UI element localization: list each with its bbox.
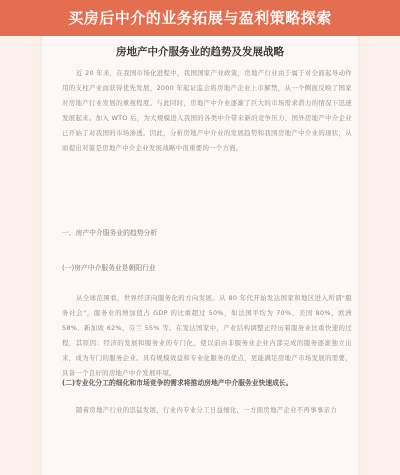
- document-page: [42, 36, 358, 475]
- subsection-heading-2: (二)专业化分工的细化和市场竞争的需求将推动房地产中介服务业快速成长。: [62, 379, 293, 387]
- page-title: 买房后中介的业务拓展与盈利策略探索: [68, 9, 332, 27]
- closing-paragraph: 随着房地产行业的迅猛发展，行业内专业分工日益细化，一方面房地产企业不再事事亲力: [76, 406, 337, 414]
- document-title: 房地产中介服务业的趋势及发展战略: [116, 46, 284, 58]
- section-heading-1: 一、房产中介服务业的趋势分析: [62, 229, 158, 237]
- body-paragraph: 从全球范围看，世界经济向服务化的方向发展。从 80 年代开始发达国家和地区进入所谓"服务社会"，服务业的增加值占 GDP 的比重超过 50%，如法国平均为 70%、美国 80%、欧洲 58%、新加坡 62%、芬兰 55% 等。在发达国家中，产业结构调整正经历着服务业比重快速的过程，其原因：经济的发展和服务业的专门化，使以前由非服务业企业内部完成的服务逐渐独立出来，成为专门的服务企业。具有规模效益和专业化服务的优点，更能满足房地产市场发展的需要，具备一个良好的房地产中介发展环境。: [62, 294, 352, 377]
- intro-paragraph: 近 20 年来，在我国市场化进程中，我国国家产业政策，房地产行业由于属于对全面起导动作用的支柱产业而获得优先发展，2000 年起证监会将房地产企业上市解禁，从一个侧面反映了国家对房地产行业发展的重视程度。与此同时，房地产中介业逐渐了巨大的市场需求潜力的情况下迅速发展起来。加入 WTO 后，为大规模进入我国的各类中介带来新的竞争压力，国外房地产中介企业已开始了对我国的市场渗透。因此，分析房地产中介业的发展趋势和我国房地产中介业的现状，从而提出对策是房地产中介企业发展战略中很重要的一个方面。: [62, 69, 352, 152]
- title-banner: [0, 0, 400, 36]
- subsection-heading-1: (一)房产中介服务业是朝阳行业: [62, 264, 156, 272]
